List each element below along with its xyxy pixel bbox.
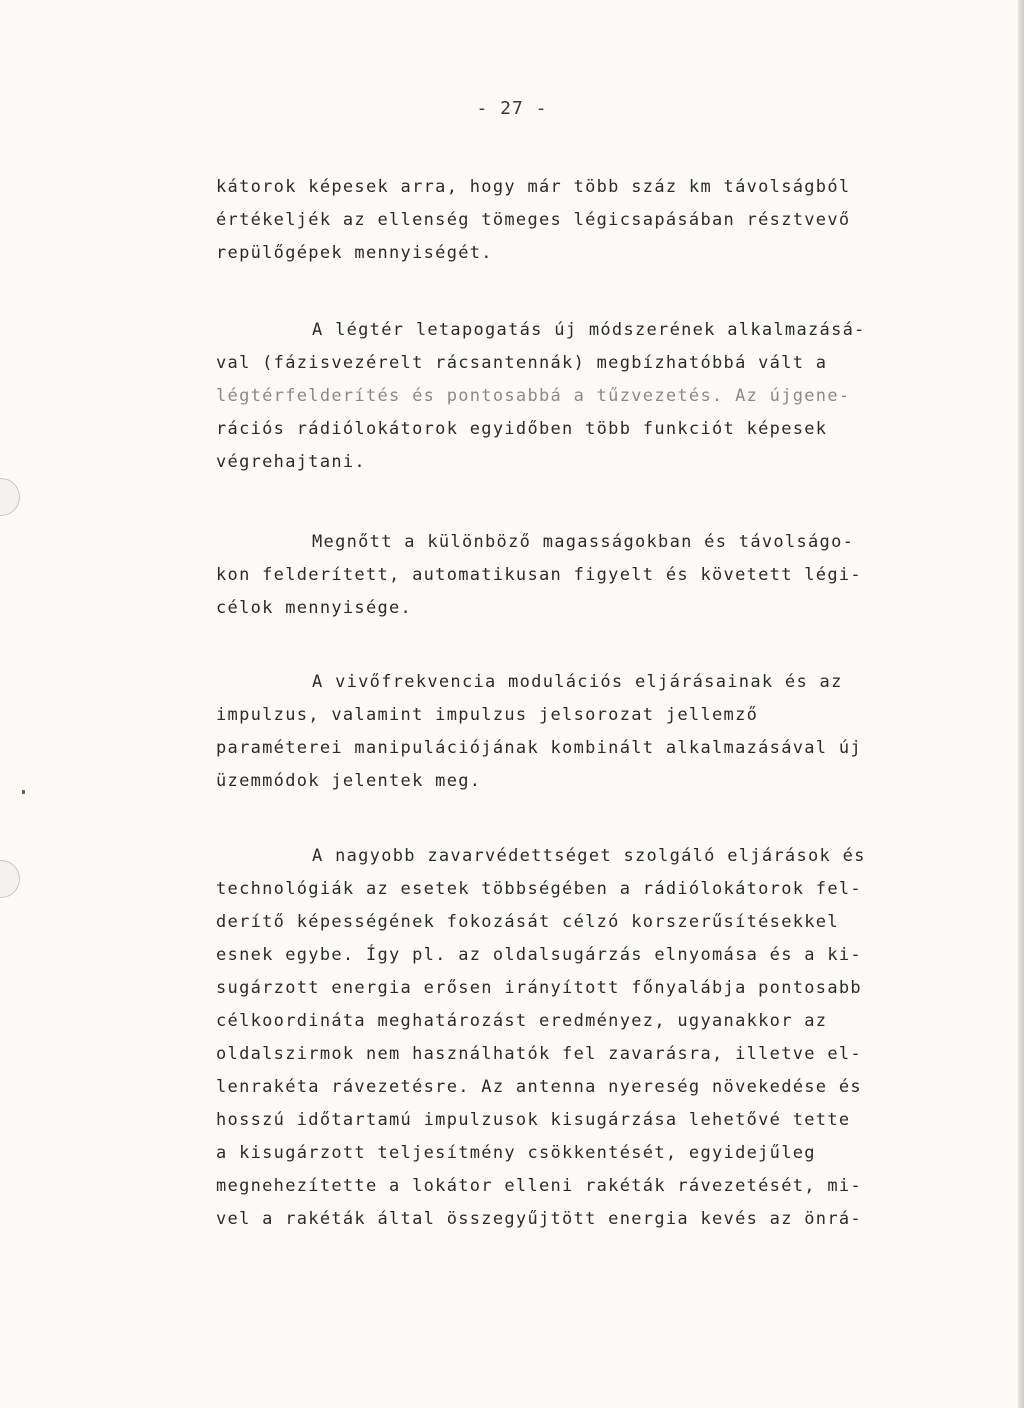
text-line: célok mennyisége.	[216, 598, 413, 618]
text-line: végrehajtani.	[216, 452, 366, 472]
text-line: kátorok képesek arra, hogy már több száz km távolságból	[216, 177, 851, 197]
text-line: üzemmódok jelentek meg.	[216, 771, 482, 791]
page-number: - 27 -	[476, 98, 548, 119]
paragraph-3	[216, 526, 882, 625]
text-line: rációs rádiólokátorok egyidőben több funkciót képesek	[216, 419, 828, 439]
text-line: val (fázisvezérelt rácsantennák) megbízhatóbbá vált a	[216, 353, 828, 373]
text-line: a kisugárzott teljesítmény csökkentését, egyidejűleg	[216, 1143, 816, 1163]
text-line: hosszú időtartamú impulzusok kisugárzása lehetővé tette	[216, 1110, 851, 1130]
text-line: kon felderített, automatikusan figyelt és követett légi-	[216, 565, 862, 585]
text-line: vel a rakéták által összegyűjtött energia kevés az önrá-	[216, 1209, 862, 1229]
page-edge-shadow	[1018, 0, 1024, 1408]
text-line: esnek egybe. Így pl. az oldalsugárzás elnyomása és a ki-	[216, 945, 862, 965]
text-line: célkoordináta meghatározást eredményez, ugyanakkor az	[216, 1011, 828, 1031]
paragraph-2	[216, 314, 882, 479]
text-line: paraméterei manipulációjának kombinált alkalmazásával új	[216, 738, 862, 758]
text-line-faded: légtérfelderítés és pontosabbá a tűzvezetés. Az újgene-	[216, 386, 851, 406]
text-line: impulzus, valamint impulzus jelsorozat jellemző	[216, 705, 759, 725]
text-line: repülőgépek mennyiségét.	[216, 243, 493, 263]
text-line: A nagyobb zavarvédettséget szolgáló eljárások és	[312, 846, 866, 866]
paragraph-4	[216, 666, 882, 798]
paragraph-1	[216, 171, 882, 270]
text-line: sugárzott energia erősen irányított főnyalábja pontosabb	[216, 978, 862, 998]
text-line: értékeljék az ellenség tömeges légicsapásában résztvevő	[216, 210, 851, 230]
paragraph-5	[216, 840, 882, 1236]
text-line: technológiák az esetek többségében a rádiólokátorok fel-	[216, 879, 862, 899]
punch-hole-upper	[0, 478, 20, 516]
paper-speck	[22, 790, 25, 794]
text-line: lenrakéta rávezetésre. Az antenna nyereség növekedése és	[216, 1077, 862, 1097]
text-line: oldalszirmok nem használhatók fel zavarásra, illetve el-	[216, 1044, 862, 1064]
punch-hole-lower	[0, 860, 20, 898]
text-line: Megnőtt a különböző magasságokban és távolságo-	[312, 532, 855, 552]
text-line: A légtér letapogatás új módszerének alkalmazásá-	[312, 320, 866, 340]
text-line: megnehezítette a lokátor elleni rakéták rávezetését, mi-	[216, 1176, 862, 1196]
text-line: A vivőfrekvencia modulációs eljárásainak és az	[312, 672, 843, 692]
text-line: derítő képességének fokozását célzó korszerűsítésekkel	[216, 912, 839, 932]
